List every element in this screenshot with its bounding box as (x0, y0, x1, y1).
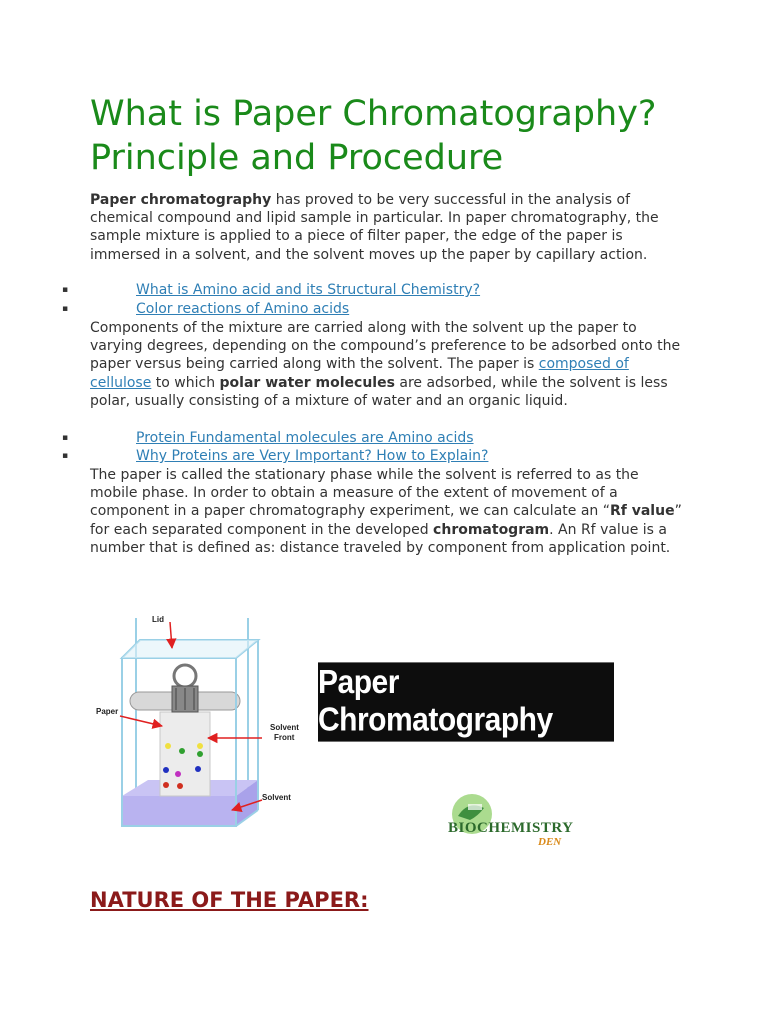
label-lid: Lid (152, 615, 164, 624)
bold-term-polar-water: polar water molecules (219, 374, 395, 391)
link-amino-acid-structure[interactable]: What is Amino acid and its Structural Chemistry? (136, 282, 481, 298)
link-why-proteins-important[interactable]: Why Proteins are Very Important? How to Explain? (136, 448, 489, 464)
paper-arrow (120, 716, 162, 726)
label-solvent-front-line1: Solvent (270, 723, 299, 732)
label-solvent: Solvent (262, 793, 291, 802)
logo-den: DEN (538, 836, 562, 848)
clip-icon (172, 665, 198, 712)
bullet-square-icon: ▪ (62, 451, 69, 461)
link-protein-fundamental[interactable]: Protein Fundamental molecules are Amino acids (136, 430, 474, 446)
chromatography-figure (90, 578, 616, 870)
bullet-square-icon: ▪ (62, 285, 69, 295)
paragraph-intro-text: has proved to be very successful in the analysis of chemical compound and lipid sample in particular. In paper chromatography, the sample mixture is applied to a piece of filter paper, the edge of the paper is immersed in a solvent, and the solvent moves up the paper by capillary action. (90, 192, 659, 263)
label-solvent-front-line2: Front (274, 733, 295, 742)
paragraph-rf-value (90, 466, 690, 557)
bold-term-rf-value: Rf value (609, 503, 675, 520)
tank-lid (122, 640, 258, 658)
paragraph-text: are adsorbed, while the solvent is less polar, usually consisting of a mixture of water and an organic liquid. (90, 374, 668, 409)
paragraph-components (90, 319, 690, 410)
section-heading-nature-of-paper: NATURE OF THE PAPER: (90, 888, 369, 912)
paragraph-intro (90, 191, 690, 264)
bold-term-chromatogram: chromatogram (433, 521, 550, 538)
paragraph-text: to which (151, 374, 220, 391)
paragraph-text: . An Rf value is a number that is defined as: distance traveled by component from application point. (90, 521, 671, 556)
link-composed-of-cellulose[interactable]: composed of cellulose (90, 356, 629, 391)
label-paper: Paper (96, 707, 119, 716)
title-line-1: What is Paper Chromatography? (90, 94, 657, 134)
paragraph-text: The paper is called the stationary phase while the solvent is referred to as the mobile phase. In order to obtain a measure of the extent of movement of a component in a paper chromatography experiment, we can calculate an “ (90, 467, 639, 520)
solvent-front-face (122, 796, 236, 826)
bullet-square-icon: ▪ (62, 304, 69, 314)
paragraph-text: Components of the mixture are carried along with the solvent up the paper to varying degrees, depending on the compound’s preference to be adsorbed onto the paper versus being carried along with the solvent. The paper is (90, 320, 681, 373)
bullet-square-icon: ▪ (62, 433, 69, 443)
link-color-reactions[interactable]: Color reactions of Amino acids (136, 301, 350, 317)
bold-term-paper-chromatography: Paper chromatography (90, 192, 272, 208)
logo-biochemistry: BIOCHEMISTRY (448, 820, 574, 836)
page-title (90, 92, 730, 180)
paragraph-text: ” for each separated component in the developed (90, 503, 682, 538)
paper-chromatography-banner: Paper Chromatography (318, 662, 614, 741)
title-line-2: Principle and Procedure (90, 138, 504, 178)
